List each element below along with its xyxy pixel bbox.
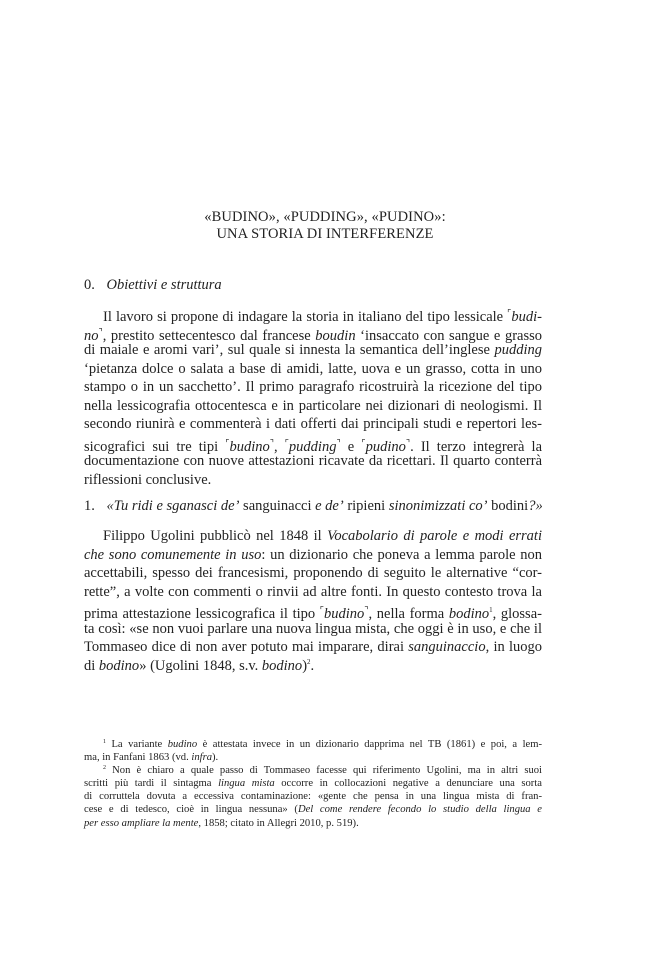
text-line: Filippo Ugolini pubblicò nel 1848 il Vocabolario di parole e modi errati	[103, 528, 542, 544]
text-line: documentazione con nuove attestazioni ricavate da ricettari. Il quarto conterrà	[84, 453, 542, 469]
text-line: secondo riunirà e commenterà i dati offerti dai principali studi e repertori les-	[84, 416, 542, 432]
footnote-2-cont: per esso ampliare la mente, 1858; citato in Allegri 2010, p. 519).	[84, 817, 359, 829]
footnote-1-cont: ma, in Fanfani 1863 (vd. infra).	[84, 752, 219, 764]
text-line: ‘pietanza dolce o salata a base di amidi, latte, uova e un grasso, cotta in uno	[84, 360, 542, 377]
text-line: Tommaseo dice di non aver potuto mai imparare, dirai sanguinaccio, in luogo	[84, 639, 542, 655]
section-0-heading	[84, 276, 222, 294]
paragraph-ugolini	[84, 527, 542, 675]
title-line-1: «BUDINO», «PUDDING», «PUDINO»:	[204, 209, 446, 225]
section-title: Obiettivi e struttura	[106, 277, 222, 293]
footnote-ref-2[interactable]: 2	[307, 657, 311, 666]
text-line: di maiale e aromi vari’, sul quale si innesta la semantica dell’inglese pudding	[84, 342, 542, 358]
footnote-1: $^1$ La variante budino è attestata invece in un dizionario dapprima nel TB (1861) e poi, a lem-	[103, 739, 543, 750]
text-line: riflessioni conclusive.	[84, 471, 212, 488]
footnote-ref-1[interactable]: 1	[489, 606, 493, 614]
title-line-2: UNA STORIA DI INTERFERENZE	[216, 226, 434, 242]
text-line: sicografici sui tre tipi ⌜budino⌝, ⌜pudding⌝ e ⌜pudino⌝. Il terzo integrerà la	[84, 437, 543, 455]
text-line: stampo o in un sacchetto’. Il primo paragrafo ricostruirà la ricezione del tipo	[84, 379, 542, 395]
section-number: 0.	[84, 277, 95, 293]
text-line: rette”, a volte con commenti o rinvii ad altre fonti. In questo contesto trova la	[84, 583, 542, 600]
paragraph-intro	[84, 304, 542, 489]
footnote-2: $^2$ Non è chiaro a quale passo di Tommaseo facesse qui riferimento Ugolini, ma in altri suoi	[103, 765, 542, 777]
text-line: no⌝, prestito settecentesco dal francese boudin ‘insaccato con sangue e grasso	[84, 326, 542, 344]
footnote-2-cont: scritti più tardi il sintagma lingua mista occorre in collocazioni negative a denunciare una sorta	[84, 778, 542, 790]
text-line: Il lavoro si propone di indagare la storia in italiano del tipo lessicale ⌜budi-	[103, 308, 542, 325]
footnotes	[84, 738, 542, 830]
text-line: ta così: «se non vuoi parlare una nuova lingua mista, che oggi è in uso, e che il	[84, 620, 542, 637]
article-title	[0, 209, 650, 243]
text-line: che sono comunemente in uso: un dizionario che poneva a lemma parole non	[84, 546, 542, 563]
section-number: 1.	[84, 498, 95, 514]
text-line: di bodino» (Ugolini 1848, s.v. bodino)$^2$.	[84, 657, 315, 674]
text-line: prima attestazione lessicografica il tipo ⌜budino⌝, nella forma bodino$^1$, glossa-	[84, 605, 542, 622]
section-1-heading: 1. «Tu ridi e sganasci de’ sanguinacci e de’ ripieni sinonimizzati co’ bodini?»	[84, 498, 543, 514]
text-line: accettabili, spesso dei francesismi, proponendo di seguito le alternative “cor-	[84, 565, 542, 581]
footnote-2-cont: di corruttela dovuta a eccessiva contaminazione: «gente che pensa in una lingua mista di fran-	[84, 791, 542, 803]
text-line: nella lessicografia ottocentesca e in particolare nei dizionari di neologismi. Il	[84, 397, 542, 414]
footnote-2-cont: cese e di tedesco, cioè in lingua nessuna» (Del come rendere fecondo lo studio della lingua e	[84, 804, 542, 816]
